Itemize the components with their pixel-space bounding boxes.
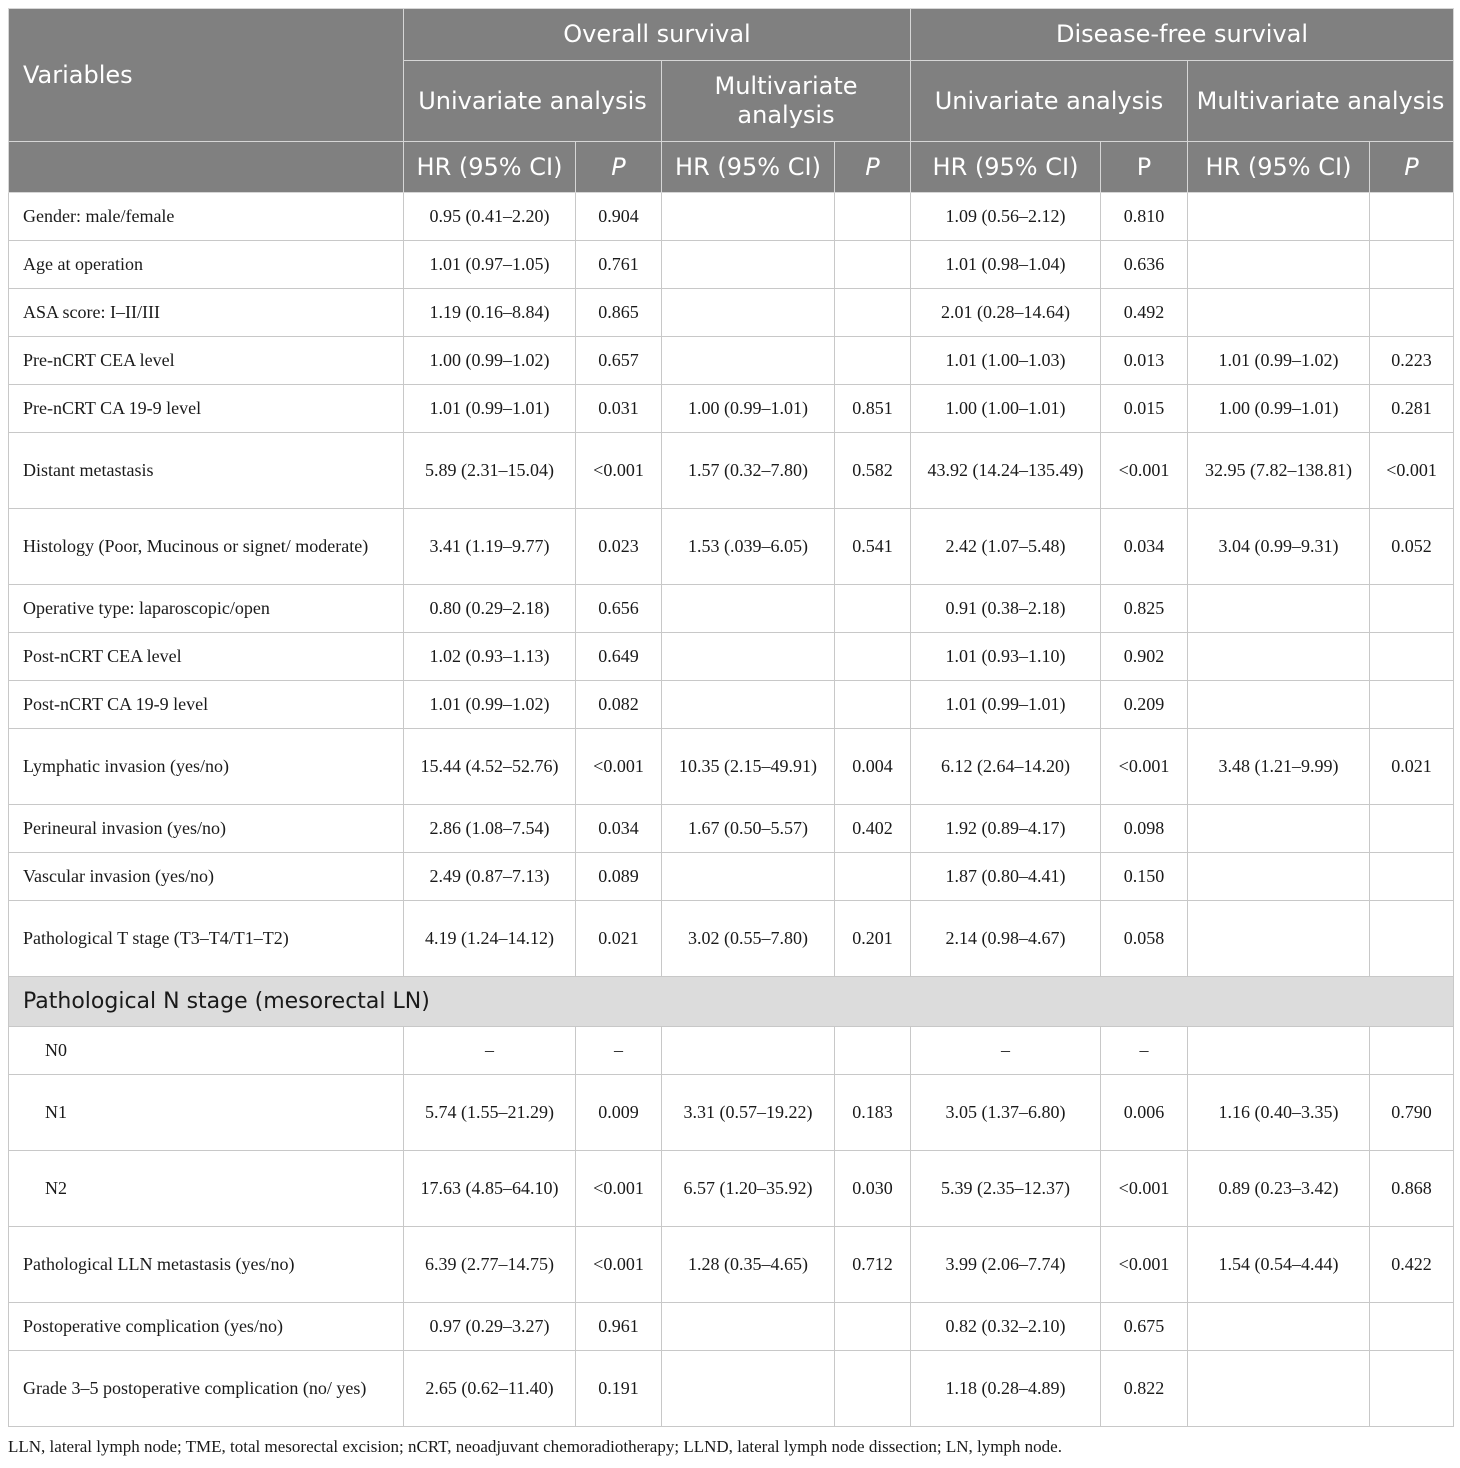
os-univariate-p-cell: <0.001: [576, 433, 662, 509]
table-row: [9, 289, 1454, 337]
dfs-multivariate-hr-cell: [1188, 681, 1370, 729]
dfs-univariate-hr-cell: 43.92 (14.24–135.49): [911, 433, 1101, 509]
dfs-univariate-p-cell: –: [1101, 1027, 1188, 1075]
dfs-univariate-hr-cell: 0.82 (0.32–2.10): [911, 1303, 1101, 1351]
table-row: [9, 1027, 1454, 1075]
dfs-univariate-p-cell: 0.098: [1101, 805, 1188, 853]
os-multivariate-p-cell: [835, 1027, 911, 1075]
dfs-multivariate-p-cell: 0.422: [1370, 1227, 1454, 1303]
dfs-multi-hr-header: HR (95% CI): [1188, 142, 1370, 193]
os-univariate-hr-cell: 1.01 (0.97–1.05): [404, 241, 576, 289]
os-multivariate-p-cell: 0.582: [835, 433, 911, 509]
dfs-univariate-p-cell: 0.492: [1101, 289, 1188, 337]
table-row: [9, 1303, 1454, 1351]
os-univariate-hr-cell: –: [404, 1027, 576, 1075]
section-label: Pathological N stage (mesorectal LN): [9, 977, 1454, 1027]
table-row: [9, 433, 1454, 509]
os-multivariate-p-cell: [835, 681, 911, 729]
os-univariate-p-cell: 0.961: [576, 1303, 662, 1351]
os-univariate-p-cell: 0.761: [576, 241, 662, 289]
dfs-univariate-header: Univariate analysis: [911, 61, 1188, 142]
dfs-multivariate-p-cell: [1370, 1303, 1454, 1351]
variable-label: ASA score: I–II/III: [9, 289, 404, 337]
os-multivariate-hr-cell: 1.53 (.039–6.05): [662, 509, 835, 585]
dfs-univariate-p-cell: 0.015: [1101, 385, 1188, 433]
os-univariate-p-cell: 0.021: [576, 901, 662, 977]
os-multi-hr-header: HR (95% CI): [662, 142, 835, 193]
dfs-multivariate-p-cell: [1370, 853, 1454, 901]
dfs-multivariate-hr-cell: 0.89 (0.23–3.42): [1188, 1151, 1370, 1227]
os-multivariate-p-cell: 0.712: [835, 1227, 911, 1303]
variable-label: Distant metastasis: [9, 433, 404, 509]
variable-label: Post-nCRT CEA level: [9, 633, 404, 681]
dfs-multivariate-p-cell: [1370, 681, 1454, 729]
os-univariate-hr-cell: 4.19 (1.24–14.12): [404, 901, 576, 977]
os-univariate-hr-cell: 2.86 (1.08–7.54): [404, 805, 576, 853]
os-univariate-p-cell: 0.865: [576, 289, 662, 337]
variable-label: Perineural invasion (yes/no): [9, 805, 404, 853]
table-row: [9, 681, 1454, 729]
os-univariate-hr-cell: 5.74 (1.55–21.29): [404, 1075, 576, 1151]
os-univariate-hr-cell: 2.49 (0.87–7.13): [404, 853, 576, 901]
dfs-univariate-p-cell: 0.675: [1101, 1303, 1188, 1351]
dfs-univariate-hr-cell: 0.91 (0.38–2.18): [911, 585, 1101, 633]
dfs-multivariate-p-cell: [1370, 193, 1454, 241]
os-univariate-p-cell: <0.001: [576, 1151, 662, 1227]
overall-survival-header: Overall survival: [404, 9, 911, 61]
dfs-multivariate-p-cell: 0.052: [1370, 509, 1454, 585]
os-multivariate-hr-cell: [662, 853, 835, 901]
variable-label: N0: [9, 1027, 404, 1075]
dfs-multivariate-hr-cell: [1188, 805, 1370, 853]
dfs-univariate-hr-cell: 3.05 (1.37–6.80): [911, 1075, 1101, 1151]
os-multivariate-p-cell: 0.201: [835, 901, 911, 977]
os-univariate-hr-cell: 0.97 (0.29–3.27): [404, 1303, 576, 1351]
table-row: [9, 633, 1454, 681]
dfs-multivariate-p-cell: [1370, 585, 1454, 633]
dfs-multivariate-hr-cell: 1.00 (0.99–1.01): [1188, 385, 1370, 433]
table-row: [9, 509, 1454, 585]
os-multivariate-p-cell: 0.004: [835, 729, 911, 805]
os-multivariate-p-cell: 0.541: [835, 509, 911, 585]
dfs-univariate-p-cell: <0.001: [1101, 1151, 1188, 1227]
os-multivariate-p-cell: [835, 633, 911, 681]
os-multivariate-hr-cell: [662, 681, 835, 729]
os-multivariate-hr-cell: [662, 633, 835, 681]
dfs-multivariate-hr-cell: [1188, 193, 1370, 241]
dfs-multivariate-hr-cell: [1188, 901, 1370, 977]
os-univariate-hr-cell: 1.02 (0.93–1.13): [404, 633, 576, 681]
dfs-univariate-p-cell: 0.034: [1101, 509, 1188, 585]
dfs-univariate-p-cell: 0.013: [1101, 337, 1188, 385]
dfs-univariate-hr-cell: 2.14 (0.98–4.67): [911, 901, 1101, 977]
table-row: [9, 1227, 1454, 1303]
os-multivariate-hr-cell: 1.28 (0.35–4.65): [662, 1227, 835, 1303]
os-multi-p-header: P: [835, 142, 911, 193]
os-multivariate-p-cell: 0.183: [835, 1075, 911, 1151]
os-univariate-p-cell: 0.034: [576, 805, 662, 853]
dfs-multivariate-p-cell: [1370, 633, 1454, 681]
os-uni-p-header: P: [576, 142, 662, 193]
os-multivariate-header: Multivariate analysis: [662, 61, 911, 142]
dfs-multivariate-p-cell: [1370, 1351, 1454, 1427]
os-univariate-p-cell: 0.191: [576, 1351, 662, 1427]
dfs-univariate-hr-cell: 2.01 (0.28–14.64): [911, 289, 1101, 337]
os-multivariate-p-cell: 0.851: [835, 385, 911, 433]
dfs-multivariate-p-cell: [1370, 289, 1454, 337]
os-univariate-hr-cell: 0.95 (0.41–2.20): [404, 193, 576, 241]
dfs-univariate-p-cell: 0.810: [1101, 193, 1188, 241]
dfs-univariate-hr-cell: 1.09 (0.56–2.12): [911, 193, 1101, 241]
dfs-multivariate-hr-cell: [1188, 1027, 1370, 1075]
os-univariate-p-cell: 0.657: [576, 337, 662, 385]
dfs-univariate-p-cell: 0.902: [1101, 633, 1188, 681]
os-multivariate-hr-cell: [662, 193, 835, 241]
os-univariate-p-cell: 0.089: [576, 853, 662, 901]
variable-label: N2: [9, 1151, 404, 1227]
section-row: [9, 977, 1454, 1027]
dfs-univariate-p-cell: 0.150: [1101, 853, 1188, 901]
dfs-univariate-hr-cell: 1.01 (1.00–1.03): [911, 337, 1101, 385]
table-row: [9, 1151, 1454, 1227]
disease-free-survival-header: Disease-free survival: [911, 9, 1454, 61]
dfs-univariate-p-cell: 0.058: [1101, 901, 1188, 977]
dfs-univariate-hr-cell: 1.18 (0.28–4.89): [911, 1351, 1101, 1427]
variable-label: Operative type: laparoscopic/open: [9, 585, 404, 633]
os-uni-hr-header: HR (95% CI): [404, 142, 576, 193]
os-univariate-hr-cell: 1.19 (0.16–8.84): [404, 289, 576, 337]
variable-label: Vascular invasion (yes/no): [9, 853, 404, 901]
os-multivariate-hr-cell: [662, 585, 835, 633]
variable-label: Gender: male/female: [9, 193, 404, 241]
dfs-multivariate-header: Multivariate analysis: [1188, 61, 1454, 142]
os-multivariate-p-cell: [835, 241, 911, 289]
os-univariate-hr-cell: 1.01 (0.99–1.01): [404, 385, 576, 433]
dfs-univariate-p-cell: <0.001: [1101, 433, 1188, 509]
dfs-univariate-p-cell: <0.001: [1101, 1227, 1188, 1303]
dfs-univariate-hr-cell: 1.92 (0.89–4.17): [911, 805, 1101, 853]
os-univariate-header: Univariate analysis: [404, 61, 662, 142]
dfs-univariate-hr-cell: 2.42 (1.07–5.48): [911, 509, 1101, 585]
dfs-multivariate-hr-cell: [1188, 633, 1370, 681]
dfs-multivariate-hr-cell: [1188, 853, 1370, 901]
os-multivariate-hr-cell: 3.31 (0.57–19.22): [662, 1075, 835, 1151]
dfs-multivariate-hr-cell: 1.01 (0.99–1.02): [1188, 337, 1370, 385]
os-multivariate-p-cell: [835, 1351, 911, 1427]
dfs-multi-p-header: P: [1370, 142, 1454, 193]
table-header: [9, 9, 1454, 193]
table-row: [9, 193, 1454, 241]
dfs-multivariate-hr-cell: [1188, 1351, 1370, 1427]
dfs-univariate-hr-cell: 1.01 (0.98–1.04): [911, 241, 1101, 289]
dfs-multivariate-hr-cell: 32.95 (7.82–138.81): [1188, 433, 1370, 509]
os-univariate-p-cell: <0.001: [576, 729, 662, 805]
dfs-univariate-hr-cell: 5.39 (2.35–12.37): [911, 1151, 1101, 1227]
os-univariate-hr-cell: 5.89 (2.31–15.04): [404, 433, 576, 509]
os-multivariate-p-cell: [835, 853, 911, 901]
os-univariate-hr-cell: 1.01 (0.99–1.02): [404, 681, 576, 729]
os-multivariate-hr-cell: 1.00 (0.99–1.01): [662, 385, 835, 433]
os-multivariate-p-cell: [835, 585, 911, 633]
os-multivariate-p-cell: [835, 1303, 911, 1351]
os-multivariate-hr-cell: 10.35 (2.15–49.91): [662, 729, 835, 805]
table-row: [9, 585, 1454, 633]
dfs-univariate-p-cell: 0.209: [1101, 681, 1188, 729]
variable-label: Pathological LLN metastasis (yes/no): [9, 1227, 404, 1303]
dfs-univariate-hr-cell: 1.01 (0.99–1.01): [911, 681, 1101, 729]
variable-label: Grade 3–5 postoperative complication (no/ yes): [9, 1351, 404, 1427]
dfs-univariate-hr-cell: 3.99 (2.06–7.74): [911, 1227, 1101, 1303]
variable-label: Histology (Poor, Mucinous or signet/ moderate): [9, 509, 404, 585]
os-univariate-p-cell: 0.023: [576, 509, 662, 585]
dfs-multivariate-hr-cell: [1188, 241, 1370, 289]
os-univariate-hr-cell: 3.41 (1.19–9.77): [404, 509, 576, 585]
os-univariate-hr-cell: 0.80 (0.29–2.18): [404, 585, 576, 633]
os-multivariate-hr-cell: 3.02 (0.55–7.80): [662, 901, 835, 977]
table-row: [9, 337, 1454, 385]
dfs-univariate-hr-cell: 1.00 (1.00–1.01): [911, 385, 1101, 433]
dfs-multivariate-hr-cell: 3.48 (1.21–9.99): [1188, 729, 1370, 805]
dfs-univariate-p-cell: 0.822: [1101, 1351, 1188, 1427]
os-univariate-p-cell: 0.082: [576, 681, 662, 729]
dfs-multivariate-hr-cell: [1188, 585, 1370, 633]
os-multivariate-hr-cell: 1.67 (0.50–5.57): [662, 805, 835, 853]
os-multivariate-hr-cell: 1.57 (0.32–7.80): [662, 433, 835, 509]
dfs-multivariate-p-cell: 0.281: [1370, 385, 1454, 433]
dfs-univariate-hr-cell: 1.01 (0.93–1.10): [911, 633, 1101, 681]
os-multivariate-hr-cell: [662, 1027, 835, 1075]
dfs-multivariate-p-cell: [1370, 805, 1454, 853]
variable-label: Pre-nCRT CA 19-9 level: [9, 385, 404, 433]
dfs-univariate-hr-cell: 6.12 (2.64–14.20): [911, 729, 1101, 805]
dfs-multivariate-p-cell: 0.021: [1370, 729, 1454, 805]
os-univariate-p-cell: 0.656: [576, 585, 662, 633]
variable-label: Lymphatic invasion (yes/no): [9, 729, 404, 805]
os-multivariate-p-cell: [835, 337, 911, 385]
os-univariate-hr-cell: 2.65 (0.62–11.40): [404, 1351, 576, 1427]
table-row: [9, 1351, 1454, 1427]
variable-label: N1: [9, 1075, 404, 1151]
table-row: [9, 385, 1454, 433]
dfs-uni-p-header: P: [1101, 142, 1188, 193]
variable-label: Postoperative complication (yes/no): [9, 1303, 404, 1351]
variables-subheader: [9, 142, 404, 193]
table-row: [9, 853, 1454, 901]
dfs-univariate-p-cell: 0.825: [1101, 585, 1188, 633]
dfs-multivariate-p-cell: <0.001: [1370, 433, 1454, 509]
dfs-multivariate-hr-cell: [1188, 289, 1370, 337]
variable-label: Age at operation: [9, 241, 404, 289]
dfs-multivariate-p-cell: [1370, 901, 1454, 977]
os-multivariate-p-cell: 0.030: [835, 1151, 911, 1227]
dfs-univariate-p-cell: 0.636: [1101, 241, 1188, 289]
os-multivariate-p-cell: [835, 289, 911, 337]
dfs-multivariate-p-cell: 0.223: [1370, 337, 1454, 385]
os-univariate-hr-cell: 15.44 (4.52–52.76): [404, 729, 576, 805]
os-multivariate-hr-cell: 6.57 (1.20–35.92): [662, 1151, 835, 1227]
os-multivariate-p-cell: 0.402: [835, 805, 911, 853]
table-row: [9, 729, 1454, 805]
table-row: [9, 901, 1454, 977]
table-row: [9, 1075, 1454, 1151]
table-footnote: LLN, lateral lymph node; TME, total mesorectal excision; nCRT, neoadjuvant chemoradiotherapy; LLND, lateral lymph node dissection; LN, lymph node.: [8, 1437, 1062, 1456]
dfs-multivariate-hr-cell: 1.54 (0.54–4.44): [1188, 1227, 1370, 1303]
os-multivariate-hr-cell: [662, 337, 835, 385]
os-univariate-p-cell: 0.009: [576, 1075, 662, 1151]
dfs-multivariate-hr-cell: 1.16 (0.40–3.35): [1188, 1075, 1370, 1151]
os-multivariate-hr-cell: [662, 1351, 835, 1427]
os-univariate-hr-cell: 6.39 (2.77–14.75): [404, 1227, 576, 1303]
dfs-multivariate-hr-cell: 3.04 (0.99–9.31): [1188, 509, 1370, 585]
dfs-univariate-p-cell: 0.006: [1101, 1075, 1188, 1151]
dfs-multivariate-hr-cell: [1188, 1303, 1370, 1351]
variable-label: Post-nCRT CA 19-9 level: [9, 681, 404, 729]
table-row: [9, 805, 1454, 853]
os-multivariate-hr-cell: [662, 1303, 835, 1351]
os-univariate-p-cell: 0.031: [576, 385, 662, 433]
os-univariate-p-cell: <0.001: [576, 1227, 662, 1303]
os-multivariate-hr-cell: [662, 241, 835, 289]
table-row: [9, 241, 1454, 289]
table-body: [9, 193, 1454, 1427]
survival-analysis-table: [8, 8, 1454, 1427]
os-univariate-hr-cell: 17.63 (4.85–64.10): [404, 1151, 576, 1227]
os-multivariate-hr-cell: [662, 289, 835, 337]
variable-label: Pathological T stage (T3–T4/T1–T2): [9, 901, 404, 977]
os-multivariate-p-cell: [835, 193, 911, 241]
os-univariate-p-cell: 0.904: [576, 193, 662, 241]
variable-label: Pre-nCRT CEA level: [9, 337, 404, 385]
dfs-uni-hr-header: HR (95% CI): [911, 142, 1101, 193]
os-univariate-p-cell: 0.649: [576, 633, 662, 681]
os-univariate-hr-cell: 1.00 (0.99–1.02): [404, 337, 576, 385]
variables-header: Variables: [9, 9, 404, 142]
dfs-univariate-p-cell: <0.001: [1101, 729, 1188, 805]
dfs-univariate-hr-cell: 1.87 (0.80–4.41): [911, 853, 1101, 901]
os-univariate-p-cell: –: [576, 1027, 662, 1075]
dfs-multivariate-p-cell: [1370, 1027, 1454, 1075]
dfs-univariate-hr-cell: –: [911, 1027, 1101, 1075]
dfs-multivariate-p-cell: [1370, 241, 1454, 289]
dfs-multivariate-p-cell: 0.790: [1370, 1075, 1454, 1151]
dfs-multivariate-p-cell: 0.868: [1370, 1151, 1454, 1227]
